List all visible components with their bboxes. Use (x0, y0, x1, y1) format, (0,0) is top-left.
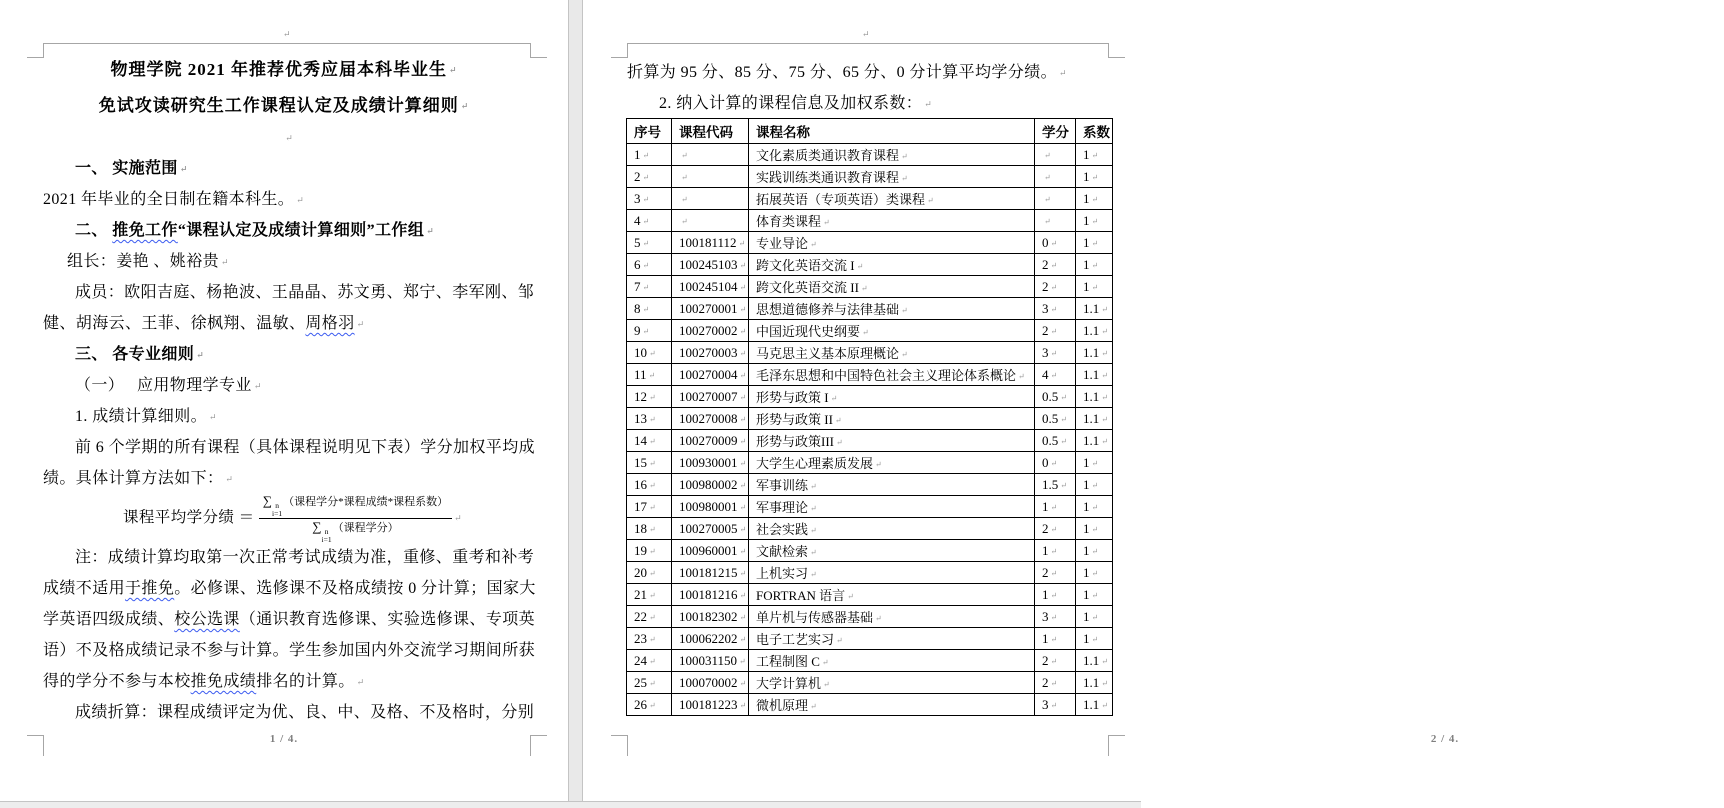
column-header: 课程代码 (672, 119, 749, 144)
table-row (627, 364, 1113, 386)
course-code-cell: 100270007 ↵ (672, 386, 749, 408)
text-segment: 语）不及格成绩记录不参与计算。学生参加国内外交流学习期间所获 (43, 642, 536, 659)
course-code-cell: 100070002 ↵ (672, 672, 749, 694)
table-row (627, 210, 1113, 232)
course-code-cell: 100181112 ↵ (672, 232, 749, 254)
text-line (43, 432, 536, 463)
credit-cell (1035, 188, 1076, 210)
table-row (627, 650, 1113, 672)
course-code-cell: 100270009 ↵ (672, 430, 749, 452)
table-row (627, 144, 1113, 166)
course-name-cell: 军事理论 ↵ (749, 496, 1035, 518)
course-code-cell: 100245103 ↵ (672, 254, 749, 276)
course-code-cell: 100270002 ↵ (672, 320, 749, 342)
text-segment: 。必修课、选修课不及格成绩按 0 分计算；国家大 (174, 580, 536, 597)
coefficient-cell: 1.1 ↵ (1076, 408, 1113, 430)
text-line (43, 370, 533, 401)
text-segment: 一、 实施范围 (75, 160, 178, 177)
text-line (43, 666, 533, 697)
course-code-cell (672, 144, 749, 166)
text-segment: 二、 (75, 222, 113, 239)
page-1 (0, 0, 568, 801)
row-number-cell: 14 ↵ (627, 430, 672, 452)
credit-cell: 4 ↵ (1035, 364, 1076, 386)
flagged-text: 于推免 (125, 580, 175, 597)
course-name-cell: 拓展英语（专项英语）类课程 ↵ (749, 188, 1035, 210)
course-name-cell: 电子工艺实习 ↵ (749, 628, 1035, 650)
course-name-cell: 社会实践 ↵ (749, 518, 1035, 540)
row-number-cell: 19 ↵ (627, 540, 672, 562)
column-header: 系数 (1076, 119, 1113, 144)
course-name-cell: 军事训练 ↵ (749, 474, 1035, 496)
text-segment: 排名的计算。 (256, 673, 355, 690)
course-name-cell: 文献检索 ↵ (749, 540, 1035, 562)
coefficient-cell: 1.1 ↵ (1076, 342, 1113, 364)
fraction-numerator: ∑ n i=1 （课程学分*课程成绩*课程系数） (259, 494, 452, 519)
course-name-cell: 大学生心理素质发展 ↵ (749, 452, 1035, 474)
coefficient-cell: 1 ↵ (1076, 496, 1113, 518)
coefficient-cell: 1 ↵ (1076, 254, 1113, 276)
table-row (627, 562, 1113, 584)
text-line (43, 463, 533, 494)
row-number-cell: 18 ↵ (627, 518, 672, 540)
course-name-cell: 跨文化英语交流 II ↵ (749, 276, 1035, 298)
coefficient-cell: 1 ↵ (1076, 276, 1113, 298)
text-segment: 折算为 95 分、85 分、75 分、65 分、0 分计算平均学分绩。 (627, 64, 1058, 81)
credit-cell: 1 ↵ (1035, 628, 1076, 650)
text-segment: 三、 各专业细则 (75, 346, 195, 363)
title-line-1: 物理学院 2021 年推荐优秀应届本科毕业生 ↵ (0, 52, 568, 88)
text-line (43, 573, 536, 604)
credit-cell: 0.5 ↵ (1035, 430, 1076, 452)
table-row (627, 408, 1113, 430)
course-code-cell: 100980002 ↵ (672, 474, 749, 496)
text-line (627, 88, 1111, 119)
formula-fraction (259, 494, 452, 543)
row-number-cell: 10 ↵ (627, 342, 672, 364)
text-segment: 前 6 个学期的所有课程（具体课程说明见下表）学分加权平均成 (75, 439, 536, 456)
row-number-cell: 3 ↵ (627, 188, 672, 210)
row-number-cell: 23 ↵ (627, 628, 672, 650)
sigma-symbol: ∑ (262, 493, 273, 508)
credit-cell: 1 ↵ (1035, 584, 1076, 606)
sigma-limits: n i=1 (272, 501, 283, 518)
row-number-cell: 17 ↵ (627, 496, 672, 518)
course-code-cell: 100270004 ↵ (672, 364, 749, 386)
row-number-cell: 26 ↵ (627, 694, 672, 716)
crop-mark (1108, 43, 1125, 58)
credit-cell: 1 ↵ (1035, 540, 1076, 562)
formula-line (43, 494, 533, 542)
row-number-cell: 5 ↵ (627, 232, 672, 254)
course-name-cell: 上机实习 ↵ (749, 562, 1035, 584)
text-segment: “课程认定及成绩计算细则”工作组 (177, 222, 425, 239)
column-header: 序号 (627, 119, 672, 144)
flagged-text: 校公选课 (174, 611, 240, 628)
text-segment: 绩。具体计算方法如下： (43, 470, 224, 487)
course-table-header (627, 119, 1113, 144)
coefficient-cell: 1 ↵ (1076, 188, 1113, 210)
coefficient-cell: 1 ↵ (1076, 518, 1113, 540)
credit-cell: 2 ↵ (1035, 650, 1076, 672)
text-line (43, 542, 533, 573)
course-code-cell: 100181215 ↵ (672, 562, 749, 584)
fraction-denominator: ∑ n i=1 （课程学分） (312, 519, 399, 544)
flagged-text: 推免工作 (112, 222, 178, 239)
course-code-cell: 100031150 ↵ (672, 650, 749, 672)
credit-cell: 3 ↵ (1035, 342, 1076, 364)
text-line (43, 401, 533, 432)
paragraph-mark (283, 30, 291, 39)
course-code-cell: 100270008 ↵ (672, 408, 749, 430)
text-segment: 2021 年毕业的全日制在籍本科生。 (43, 191, 295, 208)
page1-body (43, 122, 536, 728)
row-number-cell: 8 ↵ (627, 298, 672, 320)
course-code-cell (672, 166, 749, 188)
table-row (627, 496, 1113, 518)
text-line (43, 308, 533, 339)
crop-mark (1108, 735, 1125, 756)
credit-cell: 2 ↵ (1035, 276, 1076, 298)
table-row (627, 518, 1113, 540)
course-code-cell: 100181223 ↵ (672, 694, 749, 716)
table-row (627, 606, 1113, 628)
text-segment: 2. 纳入计算的课程信息及加权系数： (659, 95, 923, 112)
row-number-cell: 12 ↵ (627, 386, 672, 408)
credit-cell: 0.5 ↵ (1035, 386, 1076, 408)
course-code-cell: 100181216 ↵ (672, 584, 749, 606)
credit-cell: 2 ↵ (1035, 518, 1076, 540)
table-row (627, 540, 1113, 562)
course-code-cell: 100062202 ↵ (672, 628, 749, 650)
text-segment: 健、胡海云、王菲、徐枫翔、温敏、 (43, 315, 306, 332)
text-line (43, 153, 533, 184)
credit-cell: 1 ↵ (1035, 496, 1076, 518)
credit-cell: 2 ↵ (1035, 562, 1076, 584)
text-segment: 得的学分不参与本校 (43, 673, 191, 690)
credit-cell: 1.5 ↵ (1035, 474, 1076, 496)
table-row (627, 320, 1113, 342)
text-line (43, 184, 533, 215)
paragraph-mark (862, 30, 870, 39)
row-number-cell: 20 ↵ (627, 562, 672, 584)
column-header: 学分 (1035, 119, 1076, 144)
flagged-text: 周格羽 (305, 315, 355, 332)
text-segment: 1. 成绩计算细则。 (75, 408, 208, 425)
credit-cell (1035, 210, 1076, 232)
text-line (43, 122, 533, 153)
text-line (627, 57, 1111, 88)
coefficient-cell: 1.1 ↵ (1076, 386, 1113, 408)
course-code-cell (672, 210, 749, 232)
row-number-cell: 2 ↵ (627, 166, 672, 188)
credit-cell: 3 ↵ (1035, 298, 1076, 320)
text-line (43, 215, 533, 246)
coefficient-cell: 1 ↵ (1076, 562, 1113, 584)
coefficient-cell: 1.1 ↵ (1076, 672, 1113, 694)
coefficient-cell: 1.1 ↵ (1076, 364, 1113, 386)
table-row (627, 342, 1113, 364)
page-edge-strip (0, 801, 1141, 808)
course-name-cell: 思想道德修养与法律基础 ↵ (749, 298, 1035, 320)
crop-mark (43, 43, 530, 44)
text-line (43, 604, 536, 635)
course-code-cell: 100270005 ↵ (672, 518, 749, 540)
course-name-cell: 形势与政策 I ↵ (749, 386, 1035, 408)
course-name-cell: 专业导论 ↵ (749, 232, 1035, 254)
crop-mark (611, 735, 628, 756)
table-row (627, 188, 1113, 210)
table-row (627, 166, 1113, 188)
course-table (626, 118, 1113, 716)
text-segment: （通识教育选修课、实验选修课、专项英 (239, 611, 536, 628)
text-line (43, 697, 533, 728)
course-code-cell: 100245104 ↵ (672, 276, 749, 298)
row-number-cell: 11 ↵ (627, 364, 672, 386)
page-gap (568, 0, 583, 801)
course-name-cell: 体育类课程 ↵ (749, 210, 1035, 232)
course-name-cell: 微机原理 ↵ (749, 694, 1035, 716)
row-number-cell: 21 ↵ (627, 584, 672, 606)
row-number-cell: 4 ↵ (627, 210, 672, 232)
row-number-cell: 22 ↵ (627, 606, 672, 628)
crop-mark (611, 43, 628, 58)
course-code-cell (672, 188, 749, 210)
row-number-cell: 7 ↵ (627, 276, 672, 298)
course-name-cell: 文化素质类通识教育课程 ↵ (749, 144, 1035, 166)
page2-body (627, 57, 1111, 119)
text-line (43, 339, 533, 370)
credit-cell: 0 ↵ (1035, 452, 1076, 474)
course-code-cell: 100182302 ↵ (672, 606, 749, 628)
row-number-cell: 13 ↵ (627, 408, 672, 430)
credit-cell: 2 ↵ (1035, 254, 1076, 276)
coefficient-cell: 1 ↵ (1076, 540, 1113, 562)
coefficient-cell: 1 ↵ (1076, 144, 1113, 166)
page-number: 2 / 4. (1430, 733, 1460, 745)
table-row (627, 584, 1113, 606)
sigma-limits: n i=1 (321, 527, 332, 544)
course-name-cell: 形势与政策 II ↵ (749, 408, 1035, 430)
crop-mark (627, 43, 1108, 44)
coefficient-cell: 1 ↵ (1076, 232, 1113, 254)
text-segment: 组长：姜艳 、姚裕贵 (67, 253, 220, 270)
course-name-cell: 中国近现代史纲要 ↵ (749, 320, 1035, 342)
course-name-cell: 毛泽东思想和中国特色社会主义理论体系概论 ↵ (749, 364, 1035, 386)
text-line (43, 246, 533, 277)
course-code-cell: 100960001 ↵ (672, 540, 749, 562)
row-number-cell: 15 ↵ (627, 452, 672, 474)
coefficient-cell: 1 ↵ (1076, 452, 1113, 474)
credit-cell: 3 ↵ (1035, 694, 1076, 716)
row-number-cell: 24 ↵ (627, 650, 672, 672)
course-name-cell: 跨文化英语交流 I ↵ (749, 254, 1035, 276)
course-code-cell: 100980001 ↵ (672, 496, 749, 518)
coefficient-cell: 1 ↵ (1076, 210, 1113, 232)
coefficient-cell: 1 ↵ (1076, 584, 1113, 606)
course-code-cell: 100270003 ↵ (672, 342, 749, 364)
coefficient-cell: 1 ↵ (1076, 606, 1113, 628)
course-name-cell: 形势与政策III ↵ (749, 430, 1035, 452)
credit-cell (1035, 166, 1076, 188)
text-segment: 学英语四级成绩、 (43, 611, 175, 628)
credit-cell (1035, 144, 1076, 166)
table-row (627, 628, 1113, 650)
credit-cell: 0 ↵ (1035, 232, 1076, 254)
text-line (43, 277, 533, 308)
table-row (627, 232, 1113, 254)
table-row (627, 298, 1113, 320)
course-name-cell: 实践训练类通识教育课程 ↵ (749, 166, 1035, 188)
coefficient-cell: 1.1 ↵ (1076, 650, 1113, 672)
course-name-cell: 大学计算机 ↵ (749, 672, 1035, 694)
table-row (627, 474, 1113, 496)
table-row (627, 672, 1113, 694)
credit-cell: 2 ↵ (1035, 672, 1076, 694)
document-title (0, 52, 568, 124)
course-name-cell: FORTRAN 语言 ↵ (749, 584, 1035, 606)
text-segment: （一） 应用物理学专业 (75, 377, 252, 394)
table-row (627, 386, 1113, 408)
table-row (627, 276, 1113, 298)
course-name-cell: 马克思主义基本原理概论 ↵ (749, 342, 1035, 364)
table-row (627, 430, 1113, 452)
table-row (627, 254, 1113, 276)
coefficient-cell: 1 ↵ (1076, 474, 1113, 496)
sigma-symbol: ∑ (312, 519, 322, 534)
row-number-cell: 1 ↵ (627, 144, 672, 166)
credit-cell: 3 ↵ (1035, 606, 1076, 628)
row-number-cell: 16 ↵ (627, 474, 672, 496)
course-code-cell: 100270001 ↵ (672, 298, 749, 320)
course-code-cell: 100930001 ↵ (672, 452, 749, 474)
formula-lhs: 课程平均学分绩 ＝ (123, 509, 259, 527)
page-number: 1 / 4. (269, 733, 299, 745)
flagged-text: 推免成绩 (190, 673, 257, 690)
credit-cell: 0.5 ↵ (1035, 408, 1076, 430)
title-line-2: 免试攻读研究生工作课程认定及成绩计算细则 ↵ (0, 88, 568, 124)
coefficient-cell: 1 ↵ (1076, 628, 1113, 650)
text-segment: 成员：欧阳吉庭、杨艳波、王晶晶、苏文勇、郑宁、李军刚、邹 (75, 284, 535, 301)
text-segment: 注：成绩计算均取第一次正常考试成绩为准，重修、重考和补考 (75, 549, 535, 566)
coefficient-cell: 1.1 ↵ (1076, 320, 1113, 342)
text-segment: 成绩不适用 (43, 580, 126, 597)
credit-cell: 2 ↵ (1035, 320, 1076, 342)
coefficient-cell: 1 ↵ (1076, 166, 1113, 188)
text-segment: 成绩折算：课程成绩评定为优、良、中、及格、不及格时，分别 (75, 704, 535, 721)
column-header: 课程名称 (749, 119, 1035, 144)
coefficient-cell: 1.1 ↵ (1076, 298, 1113, 320)
table-row (627, 452, 1113, 474)
table-row (627, 694, 1113, 716)
course-name-cell: 单片机与传感器基础 ↵ (749, 606, 1035, 628)
row-number-cell: 25 ↵ (627, 672, 672, 694)
text-line (43, 635, 536, 666)
coefficient-cell: 1.1 ↵ (1076, 430, 1113, 452)
course-name-cell: 工程制图 C ↵ (749, 650, 1035, 672)
row-number-cell: 9 ↵ (627, 320, 672, 342)
row-number-cell: 6 ↵ (627, 254, 672, 276)
coefficient-cell: 1.1 ↵ (1076, 694, 1113, 716)
